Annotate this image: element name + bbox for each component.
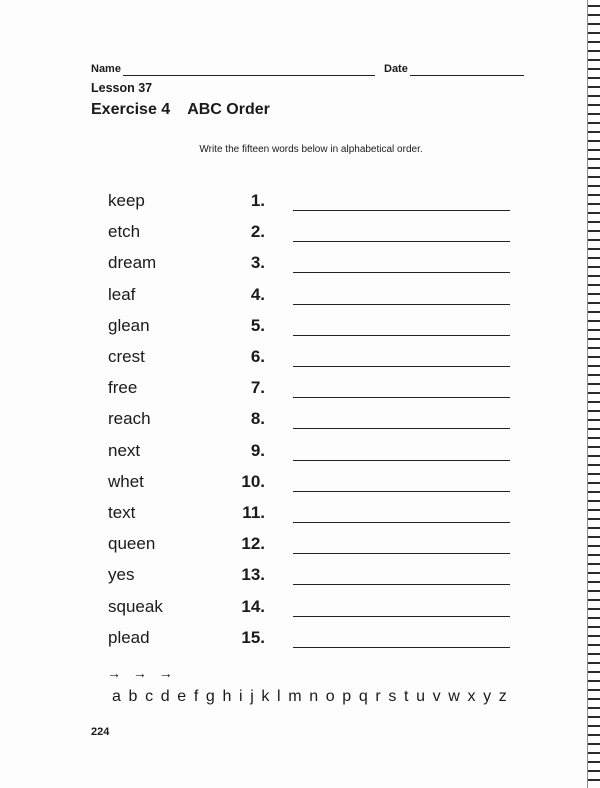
answer-line[interactable] [293, 491, 510, 492]
answer-line[interactable] [293, 210, 510, 211]
word-text: squeak [108, 596, 163, 616]
answer-line[interactable] [293, 397, 510, 398]
item-number: 9. [250, 440, 265, 460]
list-item [0, 378, 600, 406]
word-text: glean [108, 315, 150, 335]
date-label: Date [384, 63, 408, 75]
list-item [0, 253, 600, 281]
list-item [0, 565, 600, 593]
list-item [0, 441, 600, 469]
item-number: 15. [241, 627, 265, 647]
lesson-title: Lesson 37 [91, 81, 153, 95]
item-number: 12. [241, 534, 265, 554]
word-text: crest [108, 347, 145, 366]
list-item [0, 472, 600, 500]
list-item [0, 285, 600, 313]
word-text: etch [108, 222, 141, 242]
list-item [0, 628, 600, 656]
answer-line[interactable] [293, 522, 510, 523]
answer-line[interactable] [293, 460, 510, 461]
name-field[interactable] [123, 75, 375, 76]
list-item [0, 316, 600, 344]
exercise-heading [91, 101, 287, 119]
list-item [0, 347, 600, 375]
exercise-title: ABC Order [187, 101, 270, 118]
word-text: plead [108, 627, 150, 647]
answer-line[interactable] [293, 272, 510, 273]
answer-line[interactable] [293, 647, 510, 648]
alphabet-guide: a b c d e f g h i j k l m n o p q r s t u v w x y z [112, 688, 509, 705]
item-number: 5. [250, 315, 265, 335]
answer-line[interactable] [293, 584, 510, 585]
word-text: keep [108, 191, 145, 210]
word-text: queen [108, 534, 156, 554]
item-number: 13. [241, 565, 265, 585]
answer-line[interactable] [293, 304, 510, 305]
word-text: yes [108, 565, 135, 585]
word-text: next [108, 440, 141, 460]
list-item [0, 409, 600, 437]
item-number: 10. [241, 471, 265, 491]
item-number: 4. [250, 284, 265, 304]
date-field[interactable] [410, 75, 524, 76]
name-label: Name [91, 63, 121, 75]
item-number: 8. [250, 409, 265, 429]
list-item [0, 597, 600, 625]
exercise-number: Exercise 4 [91, 101, 171, 118]
answer-line[interactable] [293, 241, 510, 242]
item-number: 2. [250, 222, 265, 242]
page-number: 224 [91, 726, 110, 738]
answer-line[interactable] [293, 428, 510, 429]
answer-line[interactable] [293, 335, 510, 336]
list-item [0, 503, 600, 531]
list-item [0, 222, 600, 250]
item-number: 11. [242, 503, 265, 522]
answer-line[interactable] [293, 616, 510, 617]
answer-line[interactable] [293, 366, 510, 367]
item-number: 14. [241, 596, 265, 616]
answer-line[interactable] [293, 553, 510, 554]
arrow-icons: → → → [107, 665, 177, 681]
item-number: 3. [250, 253, 265, 273]
item-number: 7. [250, 378, 265, 398]
item-number: 6. [250, 347, 265, 366]
word-text: reach [108, 409, 151, 429]
word-text: dream [108, 253, 157, 273]
word-text: whet [108, 471, 144, 491]
word-text: free [108, 378, 138, 398]
item-number: 1. [250, 191, 265, 210]
instruction-text: Write the fifteen words below in alphabetical order. [199, 144, 423, 155]
word-text: text [108, 503, 136, 522]
list-item [0, 191, 600, 219]
word-text: leaf [108, 284, 136, 304]
list-item [0, 534, 600, 562]
